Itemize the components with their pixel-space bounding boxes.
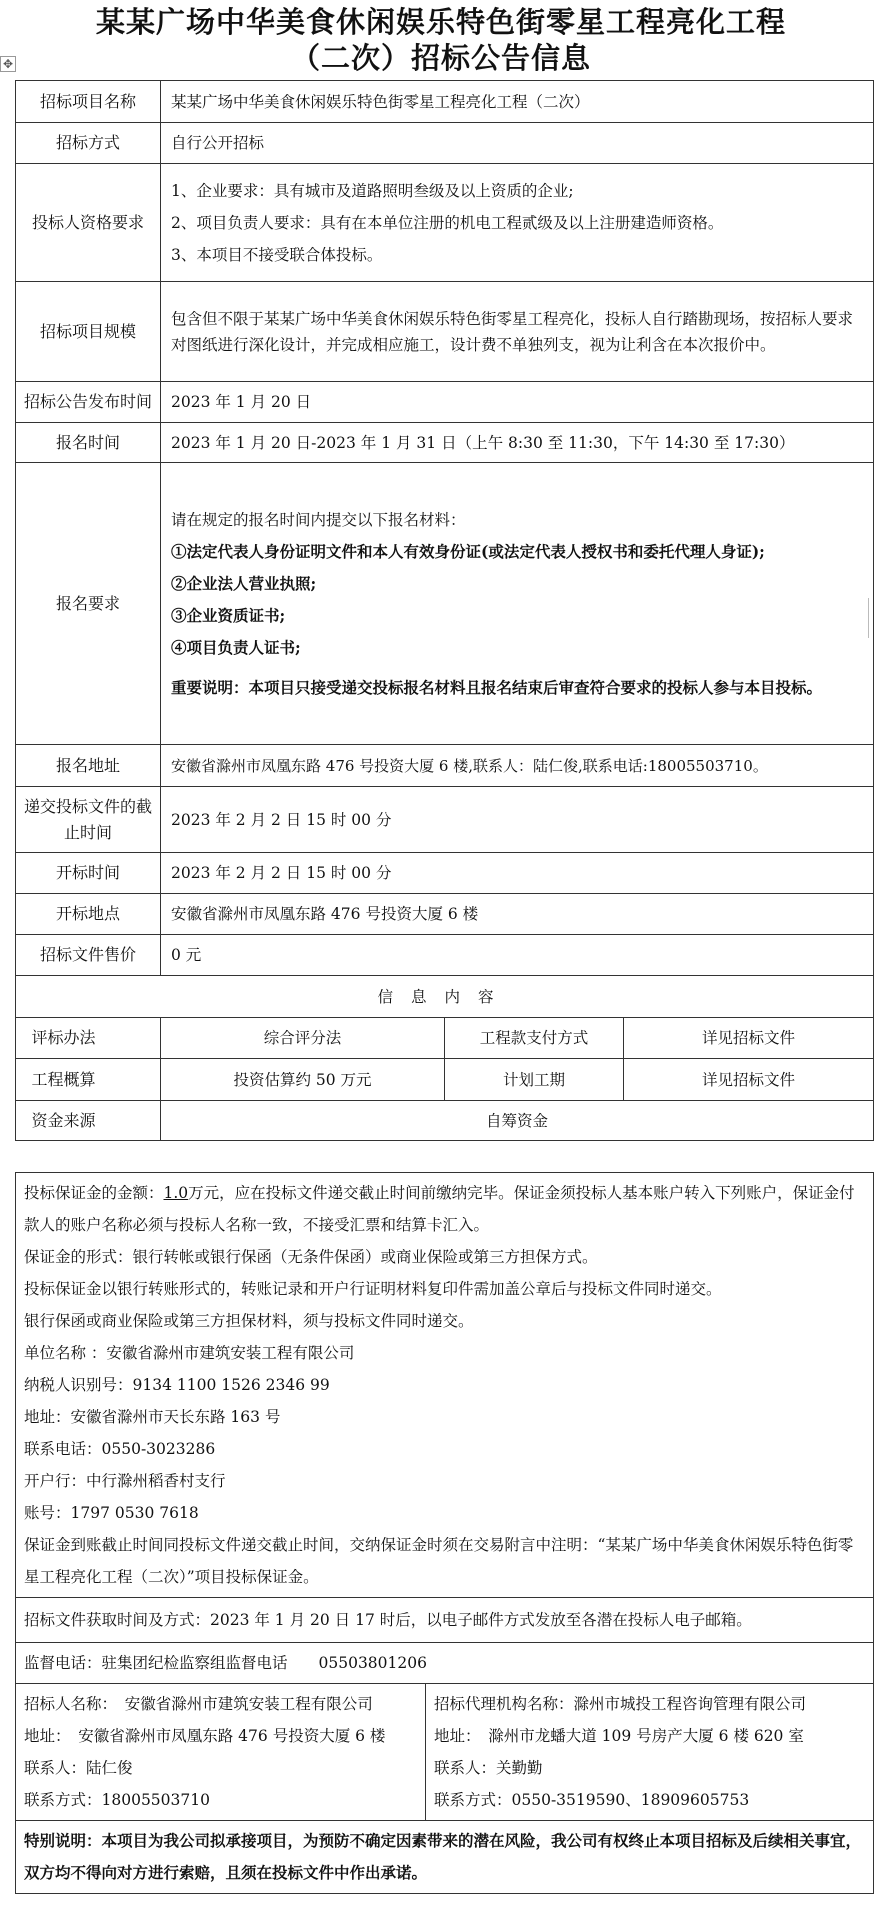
agency-address: 地址： 滁州市龙蟠大道 109 号房产大厦 6 楼 620 室 <box>434 1727 804 1745</box>
registration-requirements-value <box>161 463 874 745</box>
agency-contact: 联系人：关勤勤 <box>434 1759 543 1777</box>
period-value: 详见招标文件 <box>624 1059 874 1101</box>
publish-time-label: 招标公告发布时间 <box>16 382 161 423</box>
project-name-value: 某某广场中华美食休闲娱乐特色街零星工程亮化工程（二次） <box>161 81 874 123</box>
tender-info-table <box>15 80 874 1141</box>
deposit-amount: 1.0 <box>163 1184 189 1202</box>
deposit-deadline-note: 保证金到账截止时间同投标文件递交截止时间，交纳保证金时须在交易附言中注明：“某某广场中华美食休闲娱乐特色街零星工程亮化工程（二次）”项目投标保证金。 <box>24 1536 854 1586</box>
registration-address-value: 安徽省滁州市凤凰东路 476 号投资大厦 6 楼,联系人：陆仁俊,联系电话:18005503710。 <box>161 745 874 787</box>
deposit-contact-table <box>15 1172 874 1894</box>
method-label: 招标方式 <box>16 123 161 164</box>
agency-name: 招标代理机构名称：滁州市城投工程咨询管理有限公司 <box>434 1695 807 1713</box>
evaluation-label: 评标办法 <box>16 1018 161 1059</box>
qualification-item: 3、本项目不接受联合体投标。 <box>171 245 383 264</box>
page-title <box>0 4 882 76</box>
price-value: 0 元 <box>161 935 874 976</box>
budget-value: 投资估算约 50 万元 <box>161 1059 445 1101</box>
account-bank: 开户行：中行滁州稻香村支行 <box>24 1472 226 1490</box>
tenderer-contact: 联系人：陆仁俊 <box>24 1759 133 1777</box>
deposit-amount-suffix: 万元，应在投标文件递交截止时间前缴纳完毕。保证金须投标人基本账户转入下列账户，保证金付款人的账户名称必须与投标人名称一致，不接受汇票和结算卡汇入。 <box>24 1184 855 1234</box>
tenderer-info <box>16 1684 426 1821</box>
account-phone: 联系电话：0550-3023286 <box>24 1440 216 1458</box>
deposit-amount-paragraph <box>24 1177 865 1241</box>
evaluation-value: 综合评分法 <box>161 1018 445 1059</box>
fund-source-label: 资金来源 <box>16 1101 161 1141</box>
registration-time-value: 2023 年 1 月 20 日-2023 年 1 月 31 日（上午 8:30 至 11:30，下午 14:30 至 17:30） <box>161 423 874 463</box>
qualification-item: 2、项目负责人要求：具有在本单位注册的机电工程贰级及以上注册建造师资格。 <box>171 213 724 232</box>
important-note: 重要说明：本项目只接受递交投标报名材料且报名结束后审查符合要求的投标人参与本目投标。 <box>171 677 823 697</box>
opening-place-label: 开标地点 <box>16 894 161 935</box>
deposit-form: 保证金的形式：银行转帐或银行保函（无条件保函）或商业保险或第三方担保方式。 <box>24 1248 598 1266</box>
opening-place-value: 安徽省滁州市凤凰东路 476 号投资大厦 6 楼 <box>161 894 874 935</box>
tenderer-phone: 联系方式：18005503710 <box>24 1791 210 1809</box>
requirements-intro: 请在规定的报名时间内提交以下报名材料： <box>171 510 466 529</box>
account-number: 账号：1797 0530 7618 <box>24 1504 199 1522</box>
tenderer-address: 地址： 安徽省滁州市凤凰东路 476 号投资大厦 6 楼 <box>24 1727 386 1745</box>
payment-value: 详见招标文件 <box>624 1018 874 1059</box>
project-name-label: 招标项目名称 <box>16 81 161 123</box>
deposit-transfer-note: 投标保证金以银行转账形式的，转账记录和开户行证明材料复印件需加盖公章后与投标文件同时递交。 <box>24 1280 722 1298</box>
scale-value: 包含但不限于某某广场中华美食休闲娱乐特色街零星工程亮化，投标人自行踏勘现场，按招标人要求对图纸进行深化设计，并完成相应施工，设计费不单独列支，视为让利含在本次报价中。 <box>161 282 874 382</box>
deposit-guarantee-note: 银行保函或商业保险或第三方担保材料，须与投标文件同时递交。 <box>24 1312 474 1330</box>
registration-time-label: 报名时间 <box>16 423 161 463</box>
method-value: 自行公开招标 <box>161 123 874 164</box>
supervision-phone: 监督电话：驻集团纪检监察组监督电话 05503801206 <box>16 1643 874 1684</box>
special-notice: 特别说明：本项目为我公司拟承接项目，为预防不确定因素带来的潜在风险，我公司有权终止本项目招标及后续相关事宜，双方均不得向对方进行索赔，且须在投标文件中作出承诺。 <box>16 1821 874 1894</box>
deposit-section <box>16 1173 874 1598</box>
taxpayer-id: 纳税人识别号：9134 1100 1526 2346 99 <box>24 1376 330 1394</box>
requirement-item: ④项目负责人证书; <box>171 637 301 657</box>
qualification-label: 投标人资格要求 <box>16 164 161 282</box>
info-header: 信息内容 <box>16 976 874 1018</box>
title-line-1: 某某广场中华美食休闲娱乐特色街零星工程亮化工程 <box>95 5 786 39</box>
agency-phone: 联系方式：0550-3519590、18909605753 <box>434 1791 750 1809</box>
scale-label: 招标项目规模 <box>16 282 161 382</box>
requirement-item: ③企业资质证书; <box>171 605 286 625</box>
title-line-2: （二次）招标公告信息 <box>290 41 591 75</box>
table-move-handle-icon[interactable]: ✥ <box>0 56 16 72</box>
deadline-value: 2023 年 2 月 2 日 15 时 00 分 <box>161 787 874 853</box>
opening-time-label: 开标时间 <box>16 853 161 894</box>
publish-time-value: 2023 年 1 月 20 日 <box>161 382 874 423</box>
payment-label: 工程款支付方式 <box>445 1018 624 1059</box>
registration-address-label: 报名地址 <box>16 745 161 787</box>
qualification-value <box>161 164 874 282</box>
period-label: 计划工期 <box>445 1059 624 1101</box>
obtain-document-note: 招标文件获取时间及方式：2023 年 1 月 20 日 17 时后，以电子邮件方式发放至各潜在投标人电子邮箱。 <box>16 1598 874 1643</box>
account-unit-name: 单位名称 ：安徽省滁州市建筑安装工程有限公司 <box>24 1344 355 1362</box>
requirement-item: ②企业法人营业执照; <box>171 573 317 593</box>
account-address: 地址：安徽省滁州市天长东路 163 号 <box>24 1408 281 1426</box>
qualification-item: 1、企业要求：具有城市及道路照明叁级及以上资质的企业; <box>171 181 574 200</box>
deadline-label: 递交投标文件的截止时间 <box>16 787 161 853</box>
price-label: 招标文件售价 <box>16 935 161 976</box>
registration-requirements-label: 报名要求 <box>16 463 161 745</box>
requirement-item: ①法定代表人身份证明文件和本人有效身份证(或法定代表人授权书和委托代理人身证); <box>171 541 765 561</box>
budget-label: 工程概算 <box>16 1059 161 1101</box>
opening-time-value: 2023 年 2 月 2 日 15 时 00 分 <box>161 853 874 894</box>
tenderer-name: 招标人名称： 安徽省滁州市建筑安装工程有限公司 <box>24 1695 373 1713</box>
fund-source-value: 自筹资金 <box>161 1101 874 1141</box>
deposit-amount-prefix: 投标保证金的金额： <box>24 1184 164 1202</box>
agency-info <box>426 1684 874 1821</box>
